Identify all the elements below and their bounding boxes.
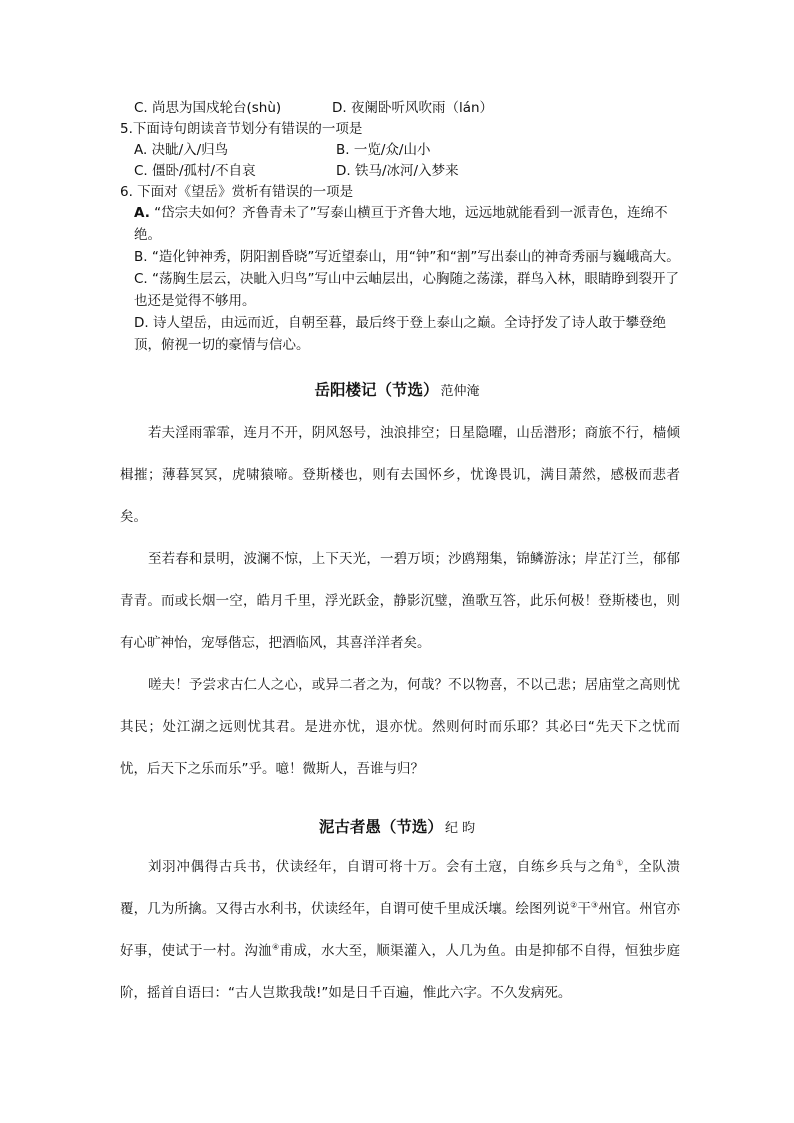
passage1-author: 范仲淹 [440, 384, 480, 399]
passage2-text-2: ，全队溃覆，几为所擒。又得古水利书，伏读经年，自谓可使千里成沃壤。绘图列说 [120, 859, 681, 917]
passage1-title: 岳阳楼记（节选） [314, 381, 439, 399]
passage2-author: 纪 昀 [444, 821, 476, 836]
passage1-paragraph-1: 若夫淫雨霏霏，连月不开，阴风怒号，浊浪排空；日星隐曜，山岳潜形；商旅不行，樯倾楫摧；薄暮冥冥，虎啸猿啼。登斯楼也，则有去国怀乡，忧谗畏讥，满目萧然，感极而悲者矣。 [120, 425, 680, 525]
q5-option-a: A. 决眦/入/归鸟 [134, 142, 229, 158]
passage1-paragraph-3: 嗟夫！予尝求古仁人之心，或异二者之为，何哉？不以物喜，不以己悲；居庙堂之高则忧其民；处江湖之远则忧其君。是进亦忧，退亦忧。然则何时而乐耶？其必曰“先天下之忧而忧，后天下之乐而乐”乎。噫！微斯人，吾谁与归？ [120, 677, 680, 777]
passage1-title-line [0, 378, 794, 400]
q6-option-a-label: A. [134, 205, 150, 221]
q5-option-d: D. 铁马/冰河/入梦来 [336, 163, 459, 179]
passage2-paragraph [120, 846, 680, 1014]
q6-option-b: B. “造化钟神秀，阴阳割昏晓”写近望泰山，用“钟”和“割”写出泰山的神奇秀丽与巍峨高大。 [134, 249, 680, 265]
q6-options [120, 202, 680, 356]
footnote-marker-1: ① [616, 858, 624, 868]
footnote-marker-3: ③ [591, 900, 599, 910]
passage2-text-4: 州官。州官亦好事，使试于一村。沟洫 [120, 901, 681, 959]
passage2-title: 泥古者愚（节选） [318, 818, 443, 836]
footnote-marker-4: ④ [272, 942, 280, 952]
q6-option-a-text: “岱宗夫如何？齐鲁青未了”写泰山横亘于齐鲁大地，远远地就能看到一派青色，连绵不绝。 [134, 205, 668, 243]
q5-option-b: B. 一览/众/山小 [336, 142, 431, 158]
q6-option-d: D. 诗人望岳，由远而近，自朝至暮，最后终于登上泰山之巅。全诗抒发了诗人敢于攀登绝顶，俯视一切的豪情与信心。 [134, 315, 666, 353]
passage2-text-3: 干 [577, 901, 592, 917]
passage1-paragraph-2: 至若春和景明，波澜不惊，上下天光，一碧万顷；沙鸥翔集，锦鳞游泳；岸芷汀兰，郁郁青青。而或长烟一空，皓月千里，浮光跃金，静影沉璧，渔歌互答，此乐何极！登斯楼也，则有心旷神怡，宠辱偕忘，把酒临风，其喜洋洋者矣。 [120, 551, 680, 651]
q4-option-c: C. 尚思为国戍轮台(shù) [134, 100, 282, 116]
q6-stem: 6. 下面对《望岳》赏析有错误的一项是 [120, 184, 354, 200]
passage2-text-5: 甫成，水大至，顺渠灌入，人几为鱼。由是抑郁不自得，恒独步庭阶，摇首自语曰：“古人岂欺我哉!”如是日千百遍，惟此六字。不久发病死。 [120, 943, 681, 1001]
q6-option-c: C. “荡胸生层云，决眦入归鸟”写山中云岫层出，心胸随之荡漾，群鸟入林，眼睛睁到裂开了也还是觉得不够用。 [134, 271, 679, 309]
q5-stem: 5.下面诗句朗读音节划分有错误的一项是 [120, 121, 363, 137]
passage2-text-1: 刘羽冲偶得古兵书，伏读经年，自谓可将十万。会有土寇，自练乡兵与之角 [148, 859, 617, 875]
footnote-marker-2: ② [570, 900, 578, 910]
q6-option-a [120, 202, 680, 246]
passage2-title-line [0, 815, 794, 837]
q4-option-d: D. 夜阑卧听风吹雨（lán） [332, 100, 494, 116]
q5-option-c: C. 僵卧/孤村/不自哀 [134, 163, 256, 179]
